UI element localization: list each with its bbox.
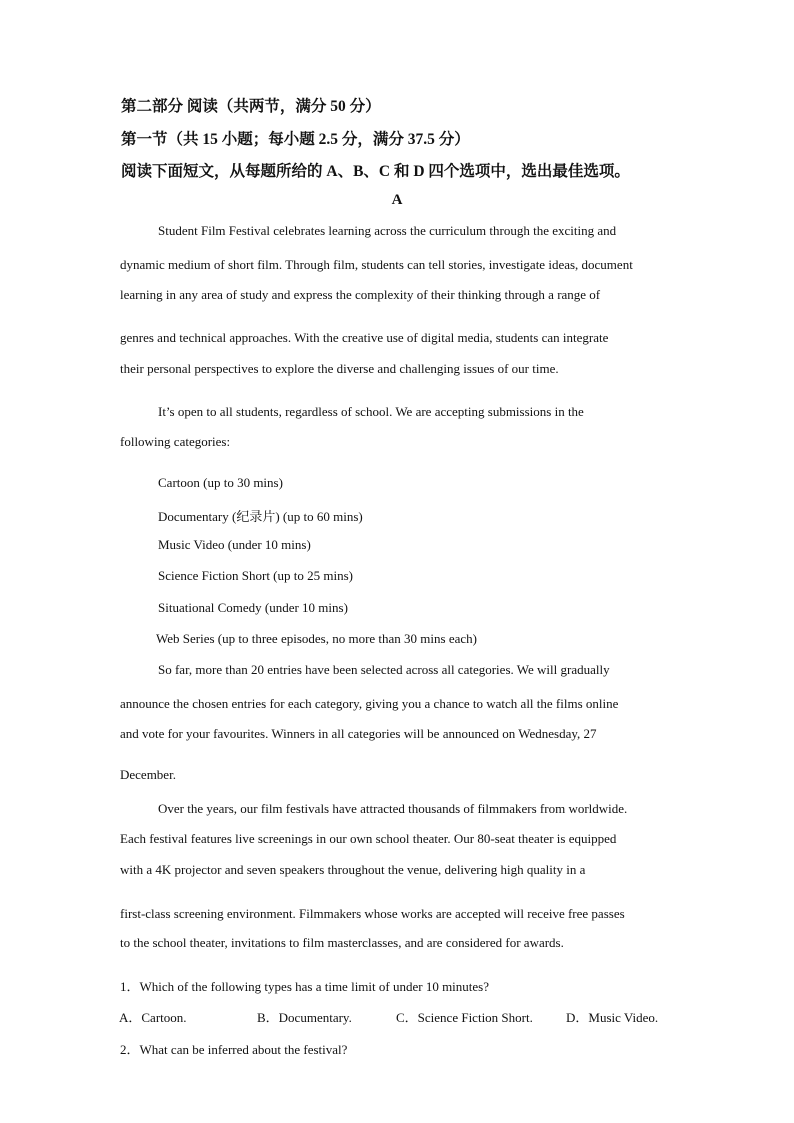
paragraph-1-line: learning in any area of study and express the complexity of their thinking through a range of	[120, 287, 601, 302]
part-heading: 第二部分 阅读（共两节，满分 50 分）	[121, 98, 381, 115]
paragraph-4-line: Each festival features live screenings in our own school theater. Our 80-seat theater is equipped	[120, 831, 617, 846]
paragraph-3-line: December.	[120, 767, 176, 782]
option-c[interactable]: C．Science Fiction Short.	[396, 1010, 533, 1025]
paragraph-4-line: with a 4K projector and seven speakers throughout the venue, delivering high quality in a	[120, 862, 586, 877]
option-a[interactable]: A．Cartoon.	[119, 1010, 187, 1025]
option-d[interactable]: D．Music Video.	[566, 1010, 659, 1025]
question-text: Which of the following types has a time limit of under 10 minutes?	[139, 979, 489, 994]
section-heading: 第一节（共 15 小题；每小题 2.5 分，满分 37.5 分）	[121, 131, 470, 148]
category-item: Documentary (纪录片) (up to 60 mins)	[158, 509, 363, 524]
paragraph-4-line: first-class screening environment. Filmmakers whose works are accepted will receive free passes	[120, 906, 625, 921]
paragraph-1-line: their personal perspectives to explore the diverse and challenging issues of our time.	[120, 361, 559, 376]
question-number: 2．	[120, 1042, 140, 1057]
category-item: Science Fiction Short (up to 25 mins)	[158, 568, 353, 583]
question-1	[120, 976, 489, 995]
question-2	[120, 1039, 347, 1058]
paragraph-2-line: It’s open to all students, regardless of school. We are accepting submissions in the	[158, 404, 584, 419]
paragraph-3-line: and vote for your favourites. Winners in all categories will be announced on Wednesday, 27	[120, 726, 597, 741]
option-b[interactable]: B．Documentary.	[257, 1010, 352, 1025]
question-number: 1．	[120, 979, 140, 994]
category-item: Situational Comedy (under 10 mins)	[158, 600, 348, 615]
paragraph-2-line: following categories:	[120, 434, 231, 449]
passage-label: A	[391, 192, 403, 208]
question-text: What can be inferred about the festival?	[139, 1042, 348, 1057]
paragraph-3-line: So far, more than 20 entries have been selected across all categories. We will gradually	[158, 662, 610, 677]
paragraph-1-line: genres and technical approaches. With the creative use of digital media, students can integrate	[120, 330, 609, 345]
paragraph-1-line: Student Film Festival celebrates learning across the curriculum through the exciting and	[158, 223, 617, 238]
instructions: 阅读下面短文，从每题所给的 A、B、C 和 D 四个选项中，选出最佳选项。	[121, 163, 630, 180]
category-item: Web Series (up to three episodes, no more than 30 mins each)	[156, 631, 477, 646]
category-item: Music Video (under 10 mins)	[158, 537, 311, 552]
paragraph-3-line: announce the chosen entries for each category, giving you a chance to watch all the films online	[120, 696, 619, 711]
paragraph-4-line: Over the years, our film festivals have attracted thousands of filmmakers from worldwide.	[158, 801, 628, 816]
paragraph-1-line: dynamic medium of short film. Through film, students can tell stories, investigate ideas, document	[120, 257, 633, 272]
category-item: Cartoon (up to 30 mins)	[158, 475, 283, 490]
paragraph-4-line: to the school theater, invitations to film masterclasses, and are considered for awards.	[120, 935, 564, 950]
